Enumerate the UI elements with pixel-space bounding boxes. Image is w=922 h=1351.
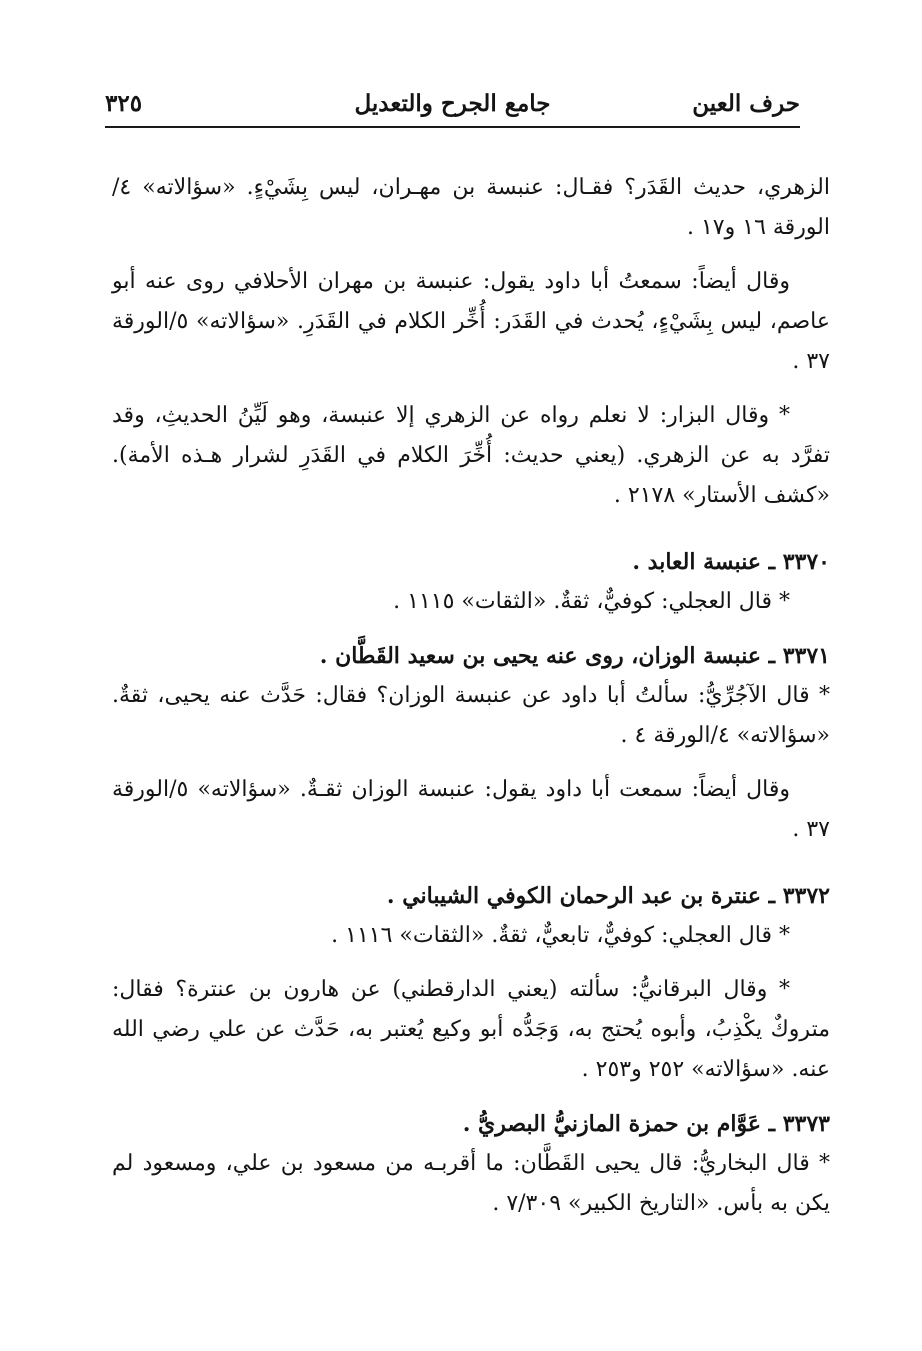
entry-3372-ijli: * قال العجلي: كوفيٌّ، تابعيٌّ، ثقةٌ. «الثقات» ١١١٦ . [331, 923, 790, 948]
page-number: ٣٢٥ [105, 90, 143, 117]
paragraph-bazzar: * وقال البزار: لا نعلم رواه عن الزهري إلا عنبسة، وهو لَيِّنُ الحديثِ، وقد تفرَّد به عن الزهري. (يعني حديث: أُخِّرَ الكلام في القَدَرِ لشرار هـذه الأمة). «كشف الأستار» ٢١٧٨ . [112, 403, 830, 508]
entry-3370-heading: ٣٣٧٠ ـ عنبسة العابد . [632, 549, 830, 575]
entry-3373-bukhari: * قال البخاريُّ: قال يحيى القَطَّان: ما أقربـه من مسعود بن علي، ومسعود لم يكن به بأس. «التاريخ الكبير» ٧/٣٠٩ . [112, 1151, 830, 1216]
entry-3373-heading: ٣٣٧٣ ـ عَوَّام بن حمزة المازنيُّ البصريُّ . [462, 1111, 830, 1137]
section-title: حرف العين [692, 90, 800, 117]
entry-3370-ijli: * قال العجلي: كوفيٌّ، ثقةٌ. «الثقات» ١١١٥ . [393, 589, 790, 614]
book-title: جامع الجرح والتعديل [354, 90, 551, 117]
entry-3372-barqani: * وقال البرقانيُّ: سألته (يعني الدارقطني) عن هارون بن عنترة؟ فقال: متروكٌ يكْذِبُ، وأبوه يُحتج به، وَجَدُّه أبو وكيع يُعتبر به، حَدَّث عن علي رضي الله عنه. «سؤالاته» ٢٥٢ و٢٥٣ . [112, 977, 830, 1082]
page-header [105, 86, 800, 128]
page-body [112, 168, 830, 1224]
entry-3371-heading: ٣٣٧١ ـ عنبسة الوزان، روى عنه يحيى بن سعيد القَطَّان . [319, 643, 830, 669]
entry-3371-abu-dawud: وقال أيضاً: سمعت أبا داود يقول: عنبسة الوزان ثقـةٌ. «سؤالاته» ٥/الورقة ٣٧ . [112, 777, 830, 842]
entry-3371-ajurri: * قال الآجُرِّيُّ: سألتُ أبا داود عن عنبسة الوزان؟ فقال: حَدَّث عنه يحيى، ثقةٌ. «سؤالاته» ٤/الورقة ٤ . [112, 683, 830, 748]
paragraph-abu-dawud-ahlafi: وقال أيضاً: سمعتُ أبا داود يقول: عنبسة بن مهران الأحلافي روى عنه أبو عاصم، ليس بِشَيْءٍ، يُحدث في القَدَر: أُخِّر الكلام في القَدَرِ. «سؤالاته» ٥/الورقة ٣٧ . [112, 269, 830, 374]
paragraph-zuhri-qadar: الزهري، حديث القَدَر؟ فقـال: عنبسة بن مهـران، ليس بِشَيْءٍ. «سؤالاته» ٤/الورقة ١٦ و١٧ . [112, 175, 830, 240]
entry-3372-heading: ٣٣٧٢ ـ عنترة بن عبد الرحمان الكوفي الشيباني . [386, 883, 830, 909]
